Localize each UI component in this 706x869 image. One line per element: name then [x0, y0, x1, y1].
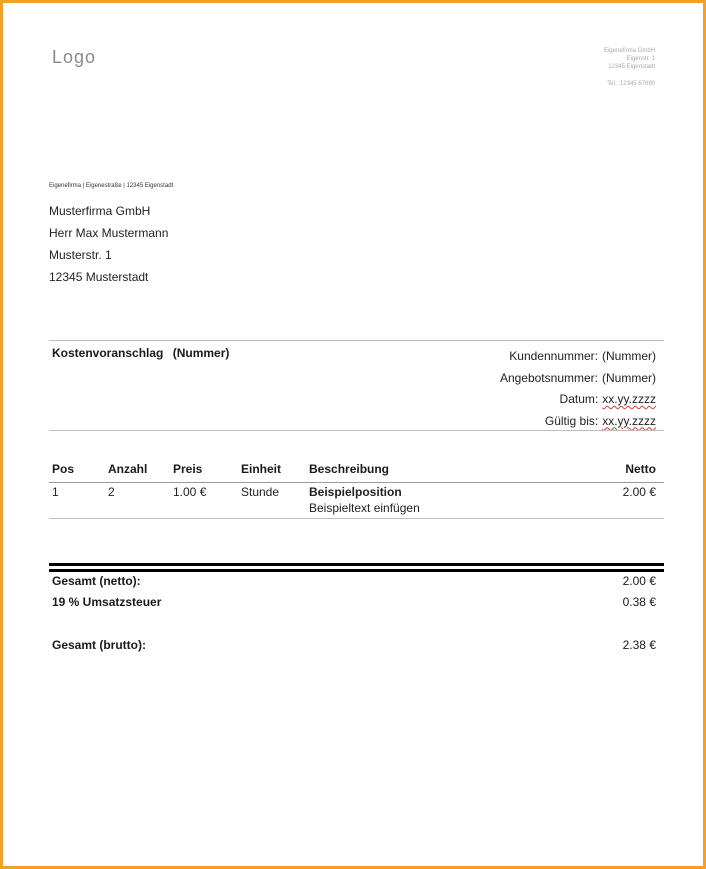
sender-city: 12345 Eigenstadt	[608, 64, 655, 70]
meta-valid-until: Gültig bis: xx.yy.zzzz	[544, 413, 656, 428]
total-net-value: 2.00 €	[622, 574, 656, 588]
sender-address-block	[604, 47, 655, 88]
totals-double-rule-bottom	[49, 569, 664, 572]
document-meta	[500, 346, 656, 432]
col-header-beschreibung: Beschreibung	[309, 462, 390, 476]
recipient-city: 12345 Musterstadt	[49, 270, 149, 284]
meta-date: Datum: xx.yy.zzzz	[559, 392, 656, 406]
sender-street: Eigenstr. 1	[626, 56, 655, 62]
col-header-netto: Netto	[625, 462, 656, 476]
table-header-divider	[49, 482, 664, 483]
return-address-line: Eigenefirma | Eigenestraße | 12345 Eigenstadt	[49, 183, 174, 189]
recipient-company: Musterfirma GmbH	[49, 204, 151, 218]
document-type: Kostenvoranschlag	[52, 346, 164, 360]
divider-top	[49, 340, 664, 341]
meta-customer-number: Kundennummer: (Nummer)	[509, 349, 656, 363]
tax-label: 19 % Umsatzsteuer	[52, 595, 162, 609]
meta-offer-number: Angebotsnummer: (Nummer)	[499, 370, 656, 385]
col-header-preis: Preis	[173, 462, 203, 476]
cell-pos: 1	[52, 485, 59, 499]
document-number: (Nummer)	[172, 346, 230, 360]
col-header-pos: Pos	[52, 462, 75, 476]
cell-preis: 1.00 €	[173, 485, 207, 499]
col-header-einheit: Einheit	[241, 462, 282, 476]
cell-beschreibung-sub: Beispieltext einfügen	[309, 501, 420, 515]
total-gross-value: 2.38 €	[622, 638, 656, 652]
table-bottom-divider	[49, 518, 664, 519]
company-logo: Logo	[52, 47, 97, 67]
totals-double-rule-top	[49, 563, 664, 566]
recipient-address	[49, 200, 168, 288]
document-title	[52, 346, 235, 360]
cell-einheit: Stunde	[241, 485, 280, 499]
total-gross-label: Gesamt (brutto):	[52, 638, 146, 652]
recipient-name: Herr Max Mustermann	[49, 226, 169, 240]
cell-netto: 2.00 €	[622, 485, 656, 499]
divider-meta	[49, 430, 664, 431]
sender-company: Eigenefirma GmbH	[603, 48, 655, 54]
total-net-label: Gesamt (netto):	[52, 574, 141, 588]
cell-anzahl: 2	[108, 485, 115, 499]
cell-beschreibung: Beispielposition	[309, 485, 402, 499]
tax-value: 0.38 €	[622, 595, 656, 609]
col-header-anzahl: Anzahl	[108, 462, 148, 476]
sender-phone: Tel.: 12345 67890	[607, 81, 655, 87]
recipient-street: Musterstr. 1	[49, 248, 112, 262]
